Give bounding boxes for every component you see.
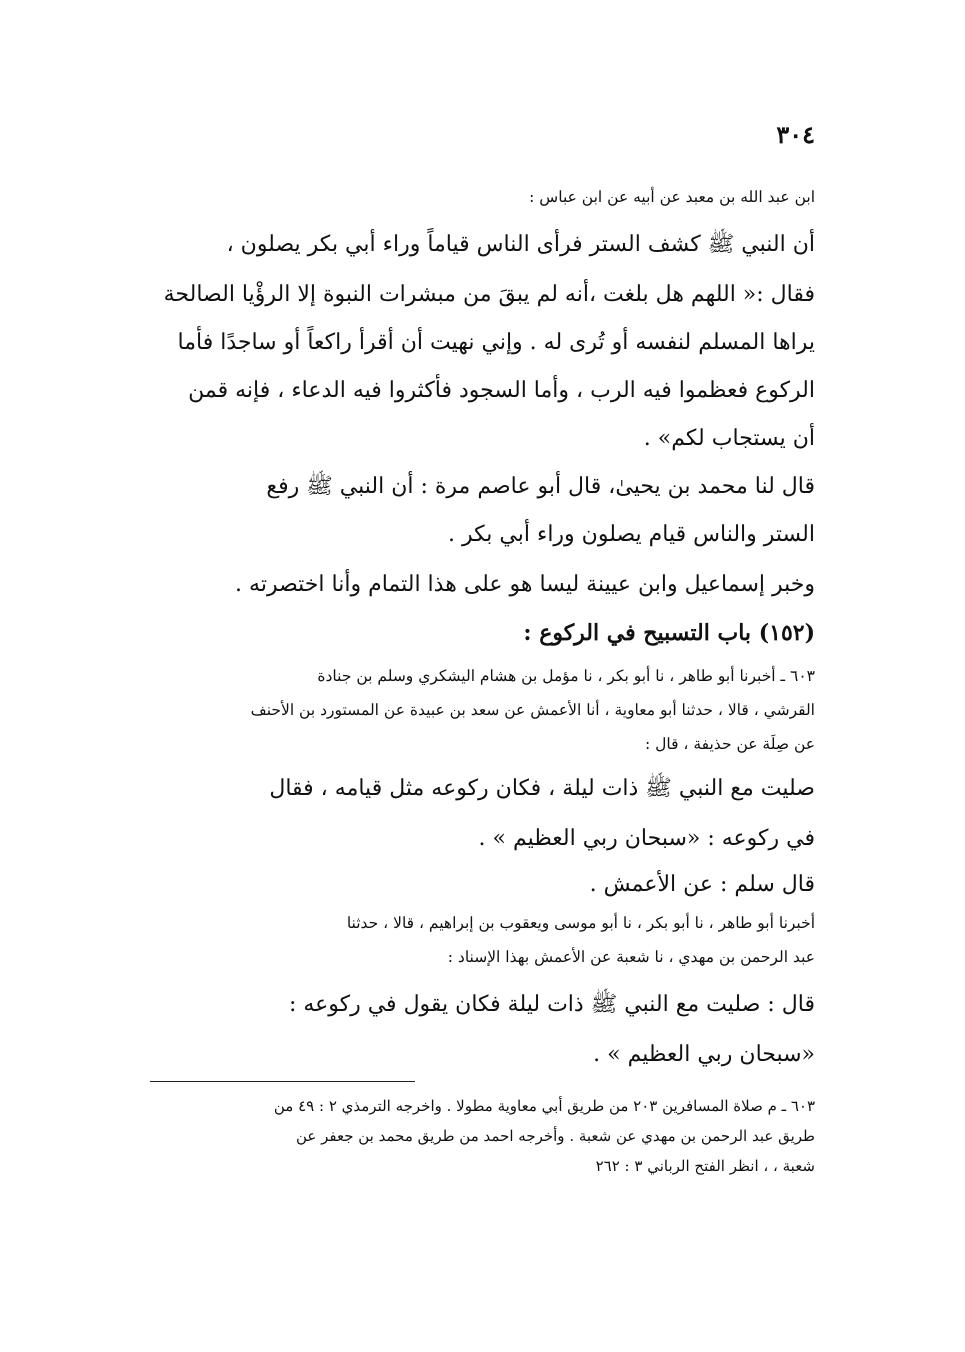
hadith-text-line: قال : صليت مع النبي ﷺ ذات ليلة فكان يقول في ركوعه : [288, 992, 815, 1017]
page-number: ٣٠٤ [776, 120, 815, 149]
hadith-text-line: في ركوعه : «سبحان ربي العظيم » . [478, 826, 815, 851]
hadith-text-line: أن يستجاب لكم» . [643, 426, 815, 451]
isnad-line: عن صِلَة عن حذيفة ، قال : [644, 735, 815, 753]
footnote-line: طريق عبد الرحمن بن مهدي عن شعبة . وأخرجه احمد من طريق محمد بن جعفر عن [295, 1127, 815, 1145]
isnad-line: أخبرنا أبو طاهر ، نا أبو بكر ، نا أبو موسى ويعقوب بن إبراهيم ، قالا ، حدثنا [346, 914, 815, 932]
isnad-line: ابن عبد الله بن معبد عن أبيه عن ابن عباس : [529, 188, 815, 206]
hadith-text-line: فقال :« اللهم هل بلغت ،أنه لم يبقَ من مبشرات النبوة إلا الرؤْيا الصالحة [163, 282, 815, 307]
hadith-text-line: قال لنا محمد بن يحيىٰ، قال أبو عاصم مرة : أن النبي ﷺ رفع [266, 474, 815, 499]
hadith-text-line: يراها المسلم لنفسه أو تُرى له . وإني نهيت أن أقرأ راكعاً أو ساجدًا فأما [177, 330, 815, 355]
hadith-text-line: صليت مع النبي ﷺ ذات ليلة ، فكان ركوعه مثل قيامه ، فقال [269, 776, 815, 801]
chapter-heading: (١٥٢) باب التسبيح في الركوع : [523, 620, 815, 646]
footnote-divider [150, 1081, 415, 1082]
hadith-text-line: قال سلم : عن الأعمش . [589, 872, 815, 897]
hadith-text-line: الركوع فعظموا فيه الرب ، وأما السجود فأكثروا فيه الدعاء ، فإنه قمن [188, 378, 815, 403]
isnad-line: عبد الرحمن بن مهدي ، نا شعبة عن الأعمش بهذا الإسناد : [447, 948, 815, 966]
footnote-line: شعبة ، ، انظر الفتح الرباني ٣ : ٢٦٢ [595, 1157, 815, 1175]
isnad-line: القرشي ، قالا ، حدثنا أبو معاوية ، أنا الأعمش عن سعد بن عبيدة عن المستورد بن الأحنف [250, 701, 815, 719]
hadith-text-line: «سبحان ربي العظيم » . [593, 1042, 815, 1067]
hadith-text-line: الستر والناس قيام يصلون وراء أبي بكر . [448, 522, 815, 547]
hadith-text-line: وخبر إسماعيل وابن عيينة ليسا هو على هذا التمام وأنا اختصرته . [235, 572, 815, 597]
footnote-line: ٦٠٣ ـ م صلاة المسافرين ٢٠٣ من طريق أبي معاوية مطولا . واخرجه الترمذي ٢ : ٤٩ من [273, 1097, 815, 1115]
hadith-text-line: أن النبي ﷺ كشف الستر فرأى الناس قياماً وراء أبي بكر يصلون ، [226, 232, 815, 257]
isnad-line: ٦٠٣ ـ أخبرنا أبو طاهر ، نا أبو بكر ، نا مؤمل بن هشام اليشكري وسلم بن جنادة [317, 667, 815, 685]
